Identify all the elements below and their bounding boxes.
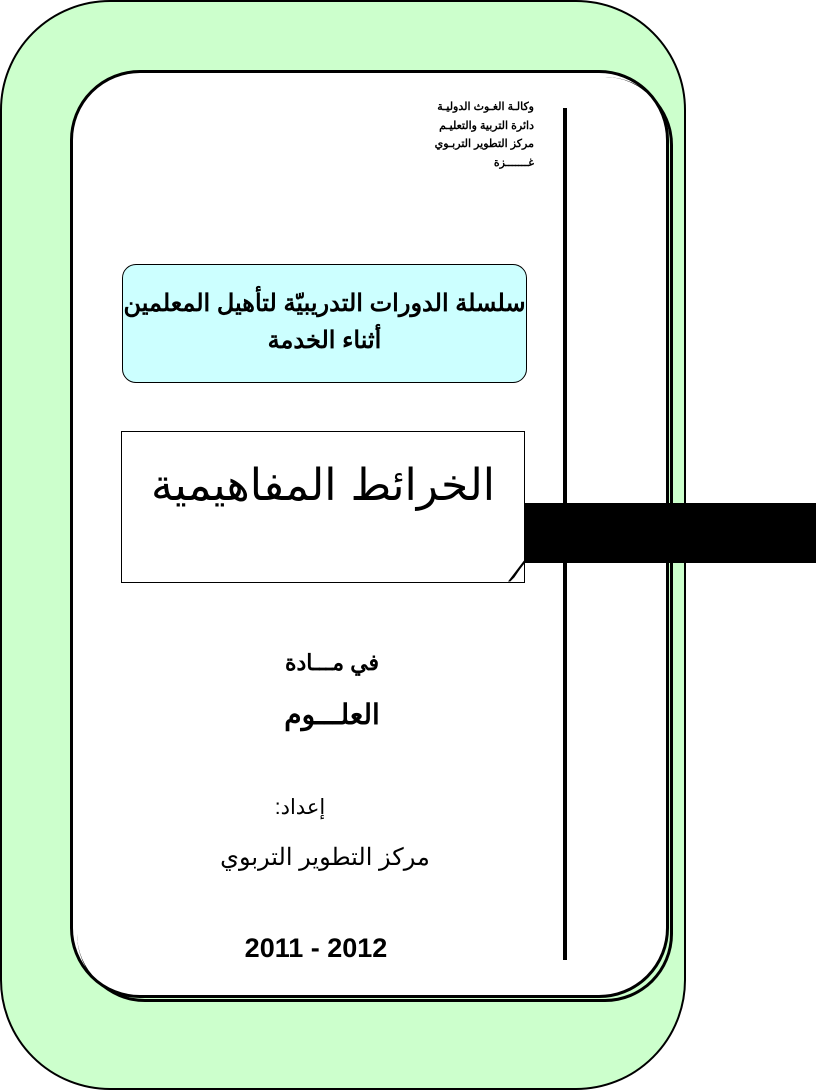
series-title-box xyxy=(122,264,527,383)
agency-line-2: دائرة التربية والتعليـم xyxy=(439,119,534,132)
agency-line-4: غـــــــزة xyxy=(493,156,534,169)
black-bar xyxy=(524,503,816,563)
subject-label: في مـــادة xyxy=(284,650,380,675)
series-line-2: أثناء الخدمة xyxy=(267,327,382,354)
prepared-label: :إعداد xyxy=(274,796,326,819)
subject-name: العلـــوم xyxy=(284,699,380,730)
agency-header xyxy=(435,98,534,172)
series-line-1: سلسلة الدورات التدريبيّة لتأهيل المعلمين xyxy=(123,290,526,317)
main-title-box xyxy=(121,431,525,583)
agency-line-3: مركز التطوير التربـوي xyxy=(434,138,534,150)
academic-year: 2011 - 2012 xyxy=(244,933,388,963)
agency-line-1: وكالـة الغـوث الدوليـة xyxy=(437,101,534,113)
folded-corner-icon xyxy=(508,560,526,584)
prepared-by: مركز التطوير التربوي xyxy=(220,844,430,871)
main-title: الخرائط المفاهيمية xyxy=(150,460,496,511)
